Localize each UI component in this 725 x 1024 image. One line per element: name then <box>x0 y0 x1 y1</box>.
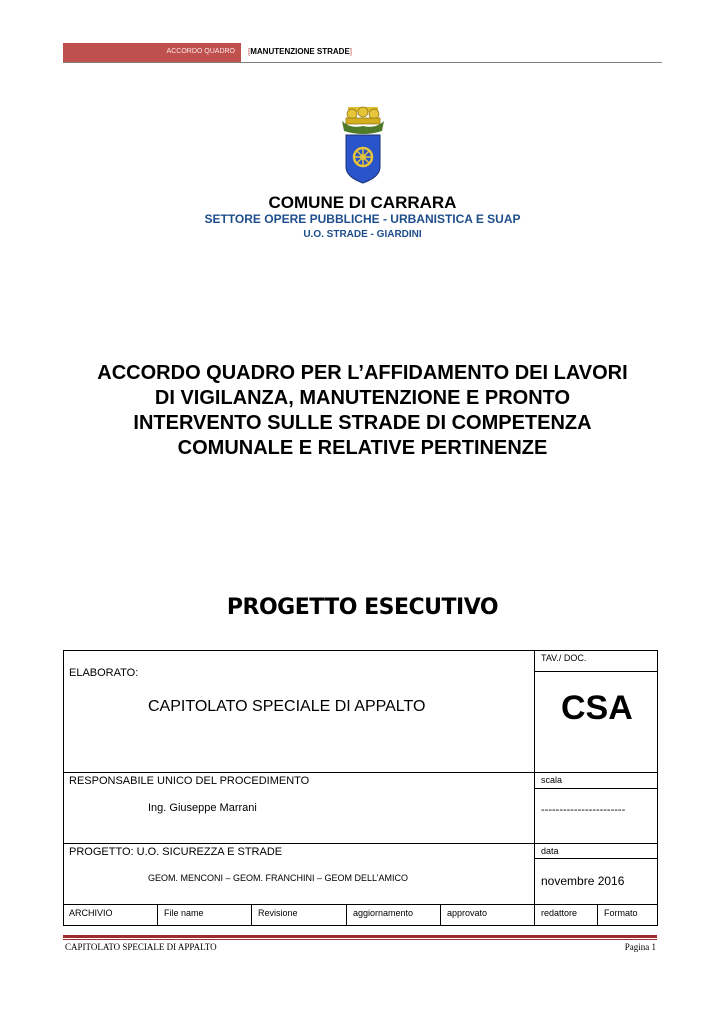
data-value: novembre 2016 <box>541 874 625 888</box>
elaborato-label: ELABORATO: <box>69 667 139 679</box>
header-right-label: [MANUTENZIONE STRADE] <box>248 47 353 56</box>
table-divider <box>64 772 658 773</box>
archivio-cell: ARCHIVIO <box>69 908 113 918</box>
header-left-label: ACCORDO QUADRO <box>166 48 235 55</box>
institution-sector: SETTORE OPERE PUBBLICHE - URBANISTICA E SUAP <box>204 212 521 226</box>
file-name-cell: File name <box>164 908 204 918</box>
institution-unit: U.O. STRADE - GIARDINI <box>303 229 422 240</box>
redattore-cell: redattore <box>541 908 578 918</box>
progetto-label: PROGETTO: U.O. SICUREZZA E STRADE <box>69 846 283 858</box>
aggiornamento-cell: aggiornamento <box>353 908 414 918</box>
institution-name: COMUNE DI CARRARA <box>268 193 457 212</box>
tav-value: CSA <box>561 689 633 727</box>
tav-label: TAV./ DOC. <box>541 653 587 663</box>
table-divider <box>64 843 658 844</box>
table-divider <box>534 858 658 859</box>
page-number: Pagina 1 <box>624 942 656 952</box>
table-divider <box>534 904 535 926</box>
rup-value: Ing. Giuseppe Marrani <box>148 802 257 814</box>
formato-cell: Formato <box>604 908 638 918</box>
table-divider <box>534 651 535 904</box>
table-divider <box>440 904 441 926</box>
table-divider <box>534 788 658 789</box>
info-table <box>63 650 658 926</box>
footer-rule <box>63 939 657 940</box>
table-divider <box>64 904 658 905</box>
header-rule <box>63 62 662 63</box>
table-divider <box>597 904 598 926</box>
progetto-value: GEOM. MENCONI – GEOM. FRANCHINI – GEOM DELL’AMICO <box>148 873 409 883</box>
scala-value: ----------------------- <box>541 804 626 816</box>
coat-of-arms-icon <box>340 105 386 185</box>
document-subtitle: PROGETTO ESECUTIVO <box>226 595 499 620</box>
table-divider <box>534 671 658 672</box>
rup-label: RESPONSABILE UNICO DEL PROCEDIMENTO <box>69 775 310 787</box>
data-label: data <box>541 846 559 856</box>
document-title <box>0 361 725 461</box>
revisione-cell: Revisione <box>258 908 298 918</box>
table-divider <box>157 904 158 926</box>
title-line: INTERVENTO SULLE STRADE DI COMPETENZA <box>133 412 592 434</box>
footer-rule <box>63 935 657 938</box>
scala-label: scala <box>541 775 563 785</box>
elaborato-value: CAPITOLATO SPECIALE DI APPALTO <box>148 698 426 715</box>
table-divider <box>251 904 252 926</box>
title-line: DI VIGILANZA, MANUTENZIONE E PRONTO <box>154 387 571 409</box>
approvato-cell: approvato <box>447 908 488 918</box>
table-divider <box>346 904 347 926</box>
title-line: ACCORDO QUADRO PER L’AFFIDAMENTO DEI LAVORI <box>97 362 628 384</box>
title-line: COMUNALE E RELATIVE PERTINENZE <box>177 437 548 459</box>
footer-title: CAPITOLATO SPECIALE DI APPALTO <box>65 942 217 952</box>
